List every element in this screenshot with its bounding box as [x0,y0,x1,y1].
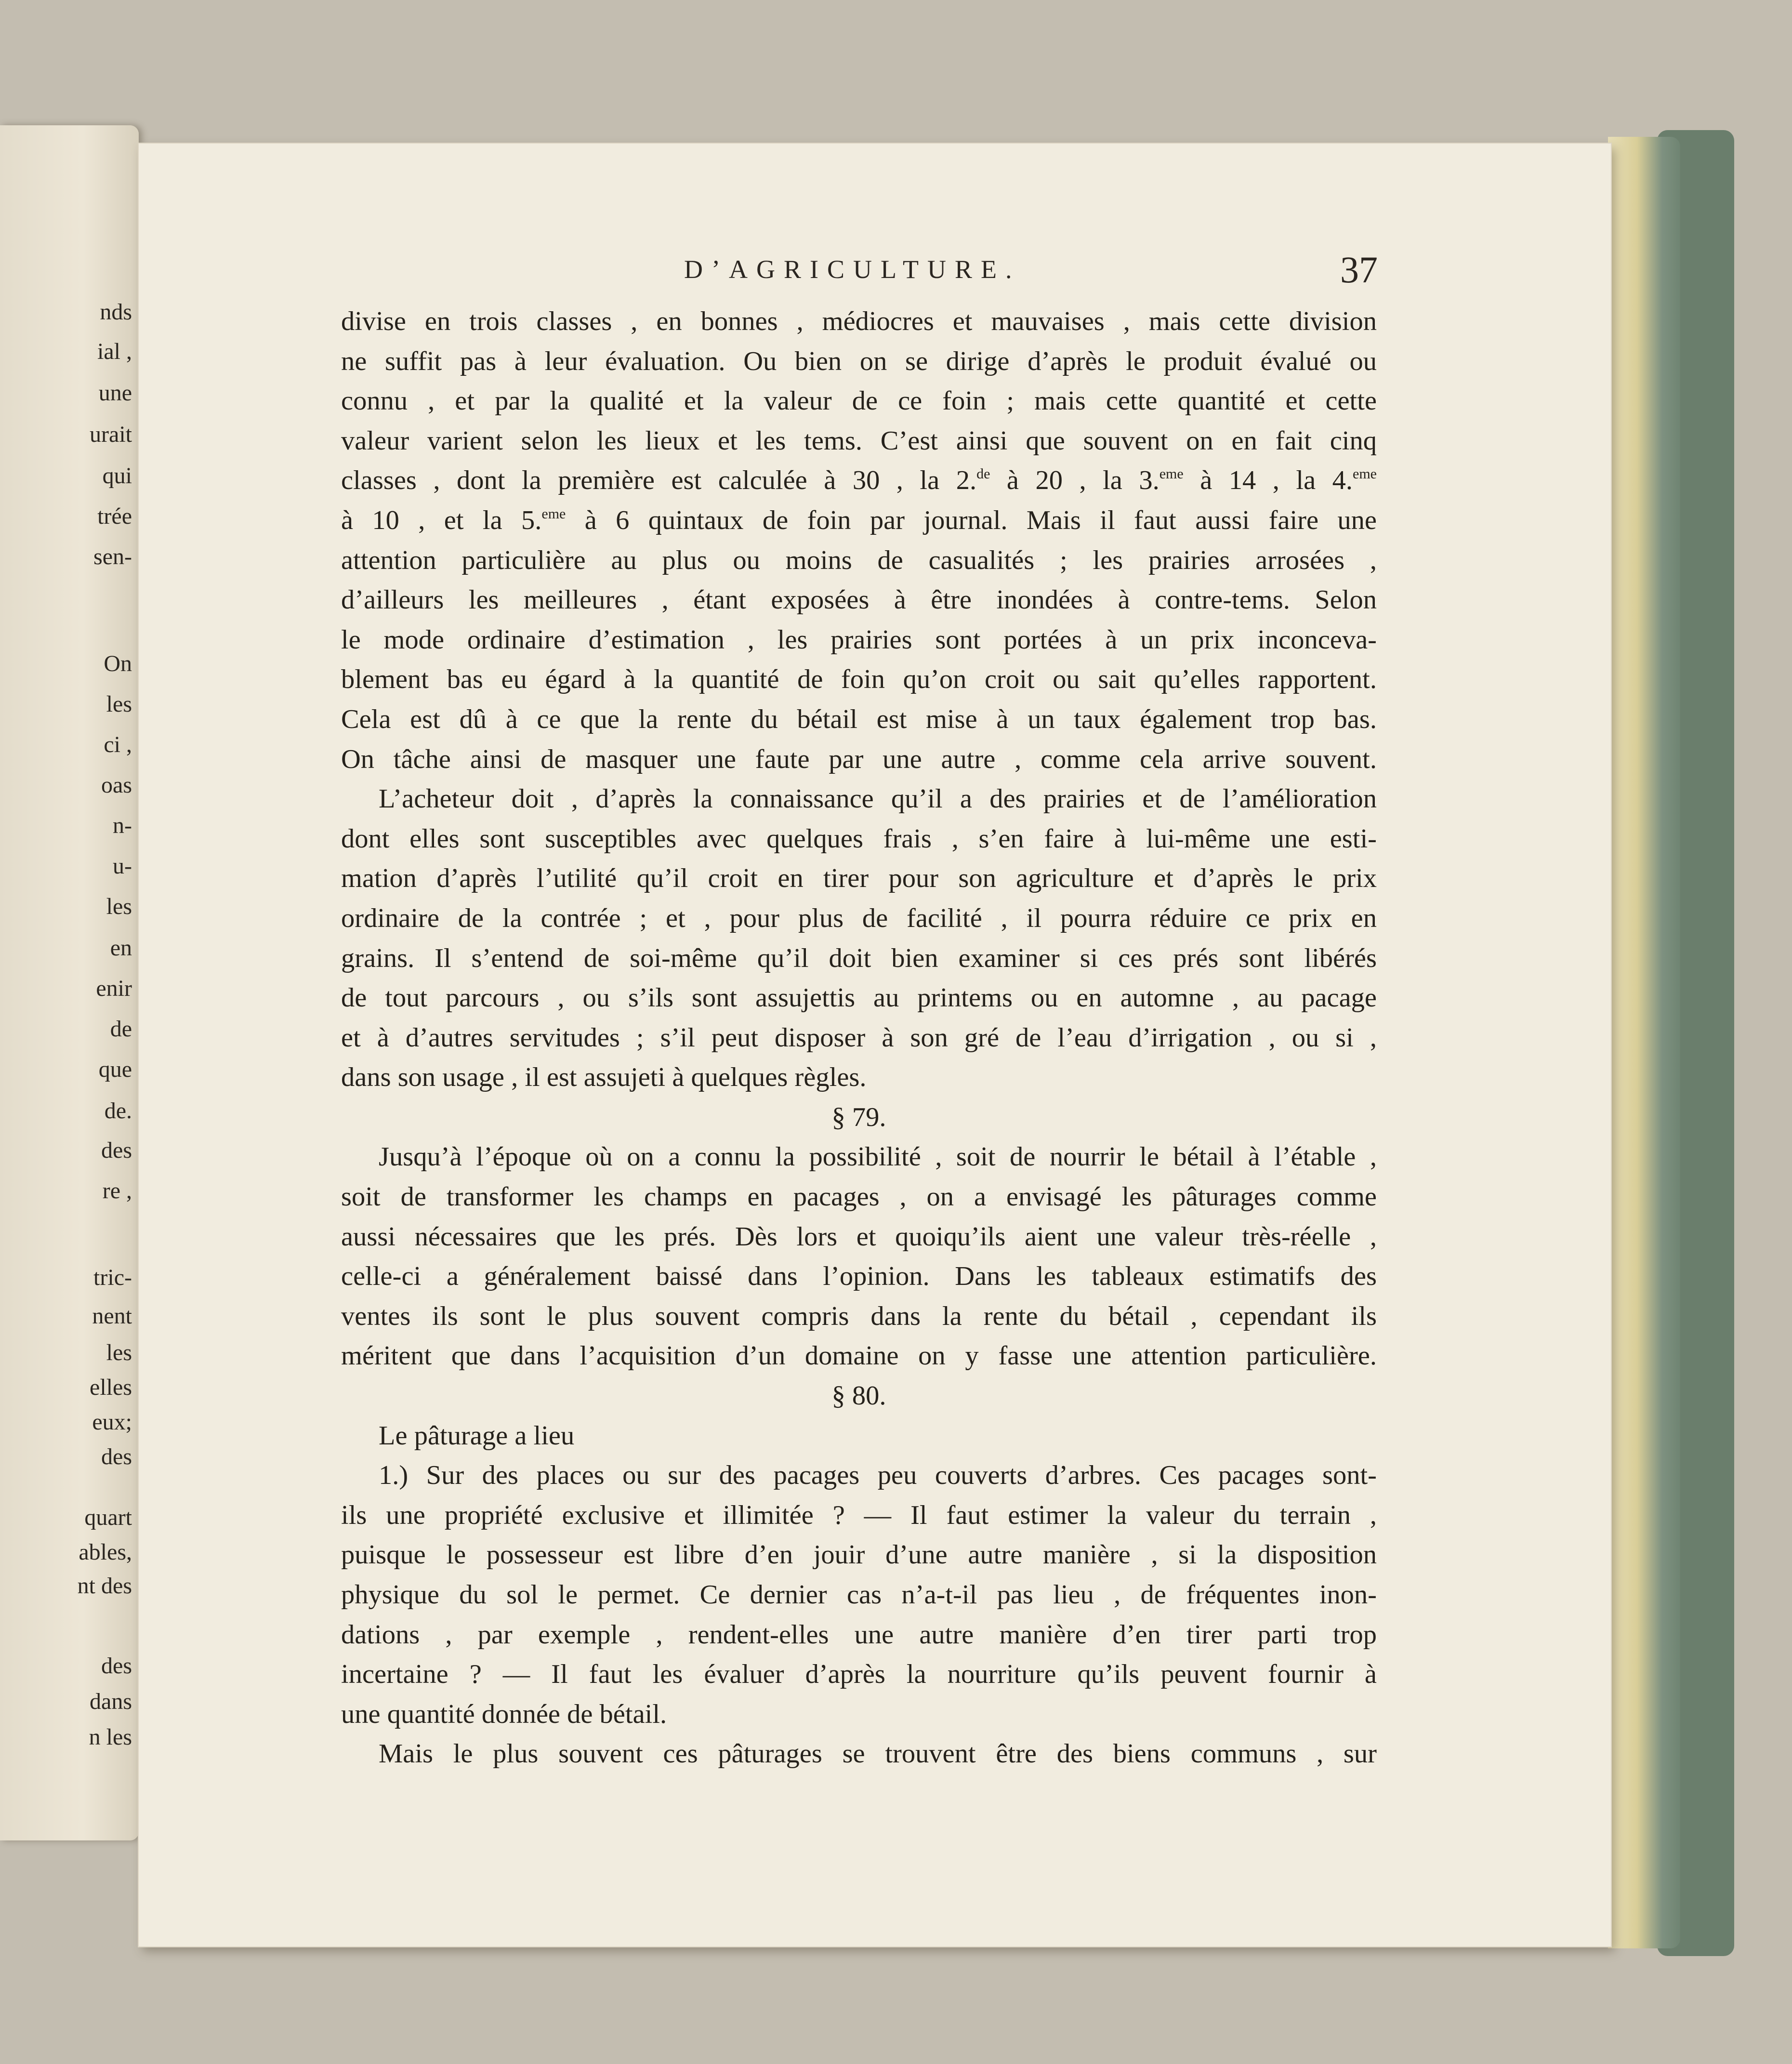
text-line: le mode ordinaire d’estimation , les prairies sont portées à un prix inconceva- [341,624,1377,655]
left-fragment: ial , [97,339,132,364]
left-fragment: u- [113,853,132,879]
page-edge-gilt [1608,137,1680,1948]
text-line: physique du sol le permet. Ce dernier cas n’a-t-il pas lieu , de fréquentes inon- [341,1580,1377,1610]
running-head: D’AGRICULTURE. [684,255,1021,284]
left-fragment: quart [84,1505,132,1530]
left-fragment: des [101,1653,132,1679]
left-fragment: tric- [93,1265,132,1290]
text-line-with-superscripts: à 10 , et la 5.$^{eme}$ à 6 quintaux de foin par journal. Mais il faut aussi faire une [341,505,1377,535]
text-line: blement bas eu égard à la quantité de foin qu’on croit ou sait qu’elles rapportent. [341,664,1377,695]
left-fragment: re , [102,1178,132,1204]
paragraph-first-line: L’acheteur doit , d’après la connaissance qu’il a des prairies et de l’amélioration [379,784,1377,814]
left-fragment: trée [97,503,132,529]
section-heading: § 79. [831,1102,886,1132]
paragraph-first-line: 1.) Sur des places ou sur des pacages peu couverts d’arbres. Ces pacages sont- [379,1460,1377,1491]
left-fragment: des [101,1138,132,1163]
text-line: connu , et par la qualité et la valeur de ce foin ; mais cette quantité et cette [341,386,1377,416]
text-line: puisque le possesseur est libre d’en jouir d’une autre manière , si la disposition [341,1540,1377,1570]
text-line: dans son usage , il est assujeti à quelques règles. [341,1062,867,1093]
text-line: divise en trois classes , en bonnes , médiocres et mauvaises , mais cette division [341,306,1377,336]
text-line: d’ailleurs les meilleures , étant exposées à être inondées à contre-tems. Selon [341,585,1377,615]
text-line: On tâche ainsi de masquer une faute par une autre , comme cela arrive souvent. [341,744,1377,774]
text-line: celle-ci a généralement baissé dans l’opinion. Dans les tableaux estimatifs des [341,1261,1377,1292]
text-line: valeur varient selon les lieux et les tems. C’est ainsi que souvent on en fait cinq [341,425,1377,456]
left-fragment: que [98,1057,132,1082]
left-fragment: sen- [93,544,132,569]
text-line: ils une propriété exclusive et illimitée ? — Il faut estimer la valeur du terrain , [341,1500,1377,1530]
left-fragment: urait [90,422,132,447]
text-line: ordinaire de la contrée ; et , pour plus de facilité , il pourra réduire ce prix en [341,903,1377,933]
text-line: une quantité donnée de bétail. [341,1699,667,1729]
left-fragment: dans [90,1689,132,1714]
left-fragment: les [106,894,132,919]
text-line: méritent que dans l’acquisition d’un domaine on y fasse une attention particulière. [341,1341,1377,1371]
text-line: aussi nécessaires que les prés. Dès lors et quoiqu’ils aient une valeur très-réelle , [341,1221,1377,1252]
left-fragment: en [110,935,132,961]
left-fragment: elles [90,1375,132,1400]
paragraph-first-line: Jusqu’à l’époque où on a connu la possibilité , soit de nourrir le bétail à l’étable , [379,1142,1377,1172]
left-fragment: les [106,1340,132,1365]
left-fragment: nds [100,299,132,325]
text-line: incertaine ? — Il faut les évaluer d’après la nourriture qu’ils peuvent fournir à [341,1659,1377,1690]
body-text [341,302,1377,1774]
text-line: de tout parcours , ou s’ils sont assujettis au printems ou en automne , au pacage [341,983,1377,1013]
left-fragment: de. [104,1098,132,1124]
left-fragment: ci , [104,732,132,757]
left-fragment: de [110,1016,132,1042]
text-line: ventes ils sont le plus souvent compris dans la rente du bétail , cependant ils [341,1301,1377,1331]
left-fragment: ables, [79,1539,132,1565]
text-line: dont elles sont susceptibles avec quelques frais , s’en faire à lui-même une esti- [341,823,1377,854]
left-fragment: des [101,1444,132,1469]
left-fragment: n les [89,1724,132,1750]
paragraph-first-line: Mais le plus souvent ces pâturages se trouvent être des biens communs , sur [379,1739,1377,1769]
left-fragment: n- [113,813,132,838]
left-fragment: qui [102,463,132,489]
left-fragment: oas [101,772,132,798]
left-fragment: eux; [92,1409,132,1435]
left-fragment: nent [92,1303,132,1329]
text-line: dations , par exemple , rendent-elles une autre manière d’en tirer parti trop [341,1619,1377,1650]
page-number: 37 [1340,249,1378,291]
paragraph-first-line: Le pâturage a lieu [379,1420,575,1451]
text-line: soit de transformer les champs en pacages , on a envisagé les pâturages comme [341,1182,1377,1212]
text-line: attention particulière au plus ou moins de casualités ; les prairies arrosées , [341,545,1377,575]
facing-page-left [0,125,139,1840]
text-line: ne suffit pas à leur évaluation. Ou bien on se dirige d’après le produit évalué ou [341,346,1377,376]
left-fragment: On [104,651,132,676]
text-line: et à d’autres servitudes ; s’il peut disposer à son gré de l’eau d’irrigation , ou si , [341,1022,1377,1053]
text-line-with-superscripts: classes , dont la première est calculée à 30 , la 2.$^{de}$ à 20 , la 3.$^{eme}$ à 14 , la 4.$^{eme}$ [341,465,1377,496]
text-line: grains. Il s’entend de soi-même qu’il doit bien examiner si ces prés sont libérés [341,943,1377,973]
left-fragment: une [98,380,132,406]
left-fragment: les [106,691,132,717]
section-heading: § 80. [831,1381,886,1411]
left-fragment: enir [96,976,132,1001]
text-line: Cela est dû à ce que la rente du bétail est mise à un taux également trop bas. [341,704,1377,734]
text-line: mation d’après l’utilité qu’il croit en tirer pour son agriculture et d’après le prix [341,863,1377,894]
left-fragment: nt des [77,1573,132,1599]
